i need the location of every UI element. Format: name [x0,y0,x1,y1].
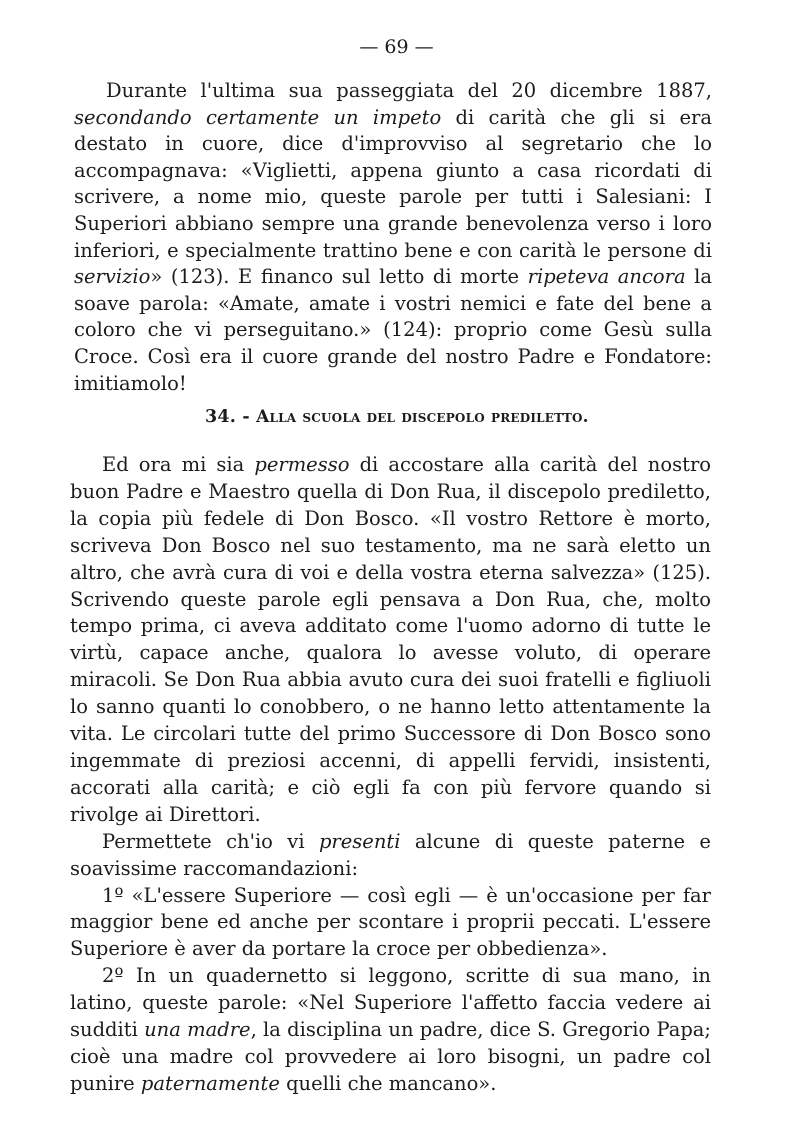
text-run: Permettete ch'io vi [102,829,319,853]
paragraph-intro [74,78,712,397]
item-number: 2º [102,964,136,988]
paragraph-recommendations [70,829,711,883]
text-run: «L'essere Superiore — così egli — è un'occasione per far maggior bene ed anche per scontare i proprii peccati. L'essere Superiore è aver da portare la croce per obbedienza». [70,883,711,961]
paragraph-don-rua [70,452,711,829]
italic-run: una madre [144,1018,251,1042]
text-run: , la disciplina un padre, dice S. Gregorio Papa; cioè una madre col provvedere ai loro bisogni, un padre col punire [70,1018,711,1095]
list-item-1 [70,883,711,964]
text-run: la soave parola: «Amate, amate i vostri nemici e fate del bene a coloro che vi perseguitano.» (124): proprio come Gesù sulla Croce. Così era il cuore grande del nostro Padre e Fondatore: imitiamolo! [74,265,713,395]
text-run: di accostare alla carità del nostro buon Padre e Maestro quella di Don Rua, il discepolo prediletto, la copia più fedele di Don Bosco. «Il vostro Rettore è morto, scriveva Don Bosco nel suo testamento, ma ne sarà eletto un altro, che avrà cura di voi e della vostra eterna salvezza» (125). Scrivendo queste parole egli pensava a Don Rua, che, molto tempo prima, ci aveva additato come l'uomo adorno di tutte le virtù, capace anche, qualora lo avesse voluto, di operare miracoli. Se Don Rua abbia avuto cura dei suoi fratelli e figliuoli lo sanno quanti lo conobbero, o ne hanno letto attentamente la vita. Le circolari tutte del primo Successore di Don Bosco sono ingemmate di preziosi accenni, di appelli fervidi, insistenti, accorati alla carità; e ciò egli fa con più fervore quando si rivolge ai Direttori. [70,453,712,826]
text-run: Ed ora mi sia [102,453,255,476]
italic-run: paternamente [140,1071,280,1095]
italic-run: presenti [318,829,401,853]
section-heading [205,407,715,427]
section-number: 34. - [205,407,257,427]
text-run: Durante l'ultima sua passeggiata del 20 dicembre 1887, [106,79,712,102]
item-number: 1º [102,883,132,907]
main-text [70,452,711,1098]
page-number: — 69 — [359,36,434,58]
text-run: alcune di queste paterne e soavissime raccomandazioni: [70,829,711,880]
italic-run: servizio [74,265,151,289]
italic-run: ripeteva ancora [527,265,686,289]
text-run: » (123). E financo sul letto di morte [150,265,528,289]
text-run: di carità che gli si era destato in cuore, dice d'improvviso al segretario che lo accompagnava: «Viglietti, appena giunto a casa ricordati di scrivere, a nome mio, queste parole per tutti i Salesiani: I Superiori abbiano sempre una grande benevolenza verso i loro inferiori, e specialmente trattino bene e con carità le persone di [74,105,712,262]
italic-run: secondando certamente un impeto [74,105,442,129]
section-title: Alla scuola del discepolo prediletto. [256,407,589,427]
list-item-2 [70,963,711,1098]
italic-run: permesso [254,453,350,476]
text-run: In un quadernetto si leggono, scritte di sua mano, in latino, queste parole: «Nel Superiore l'affetto faccia vedere ai sudditi [70,964,711,1042]
text-run: quelli che mancano». [279,1071,497,1095]
